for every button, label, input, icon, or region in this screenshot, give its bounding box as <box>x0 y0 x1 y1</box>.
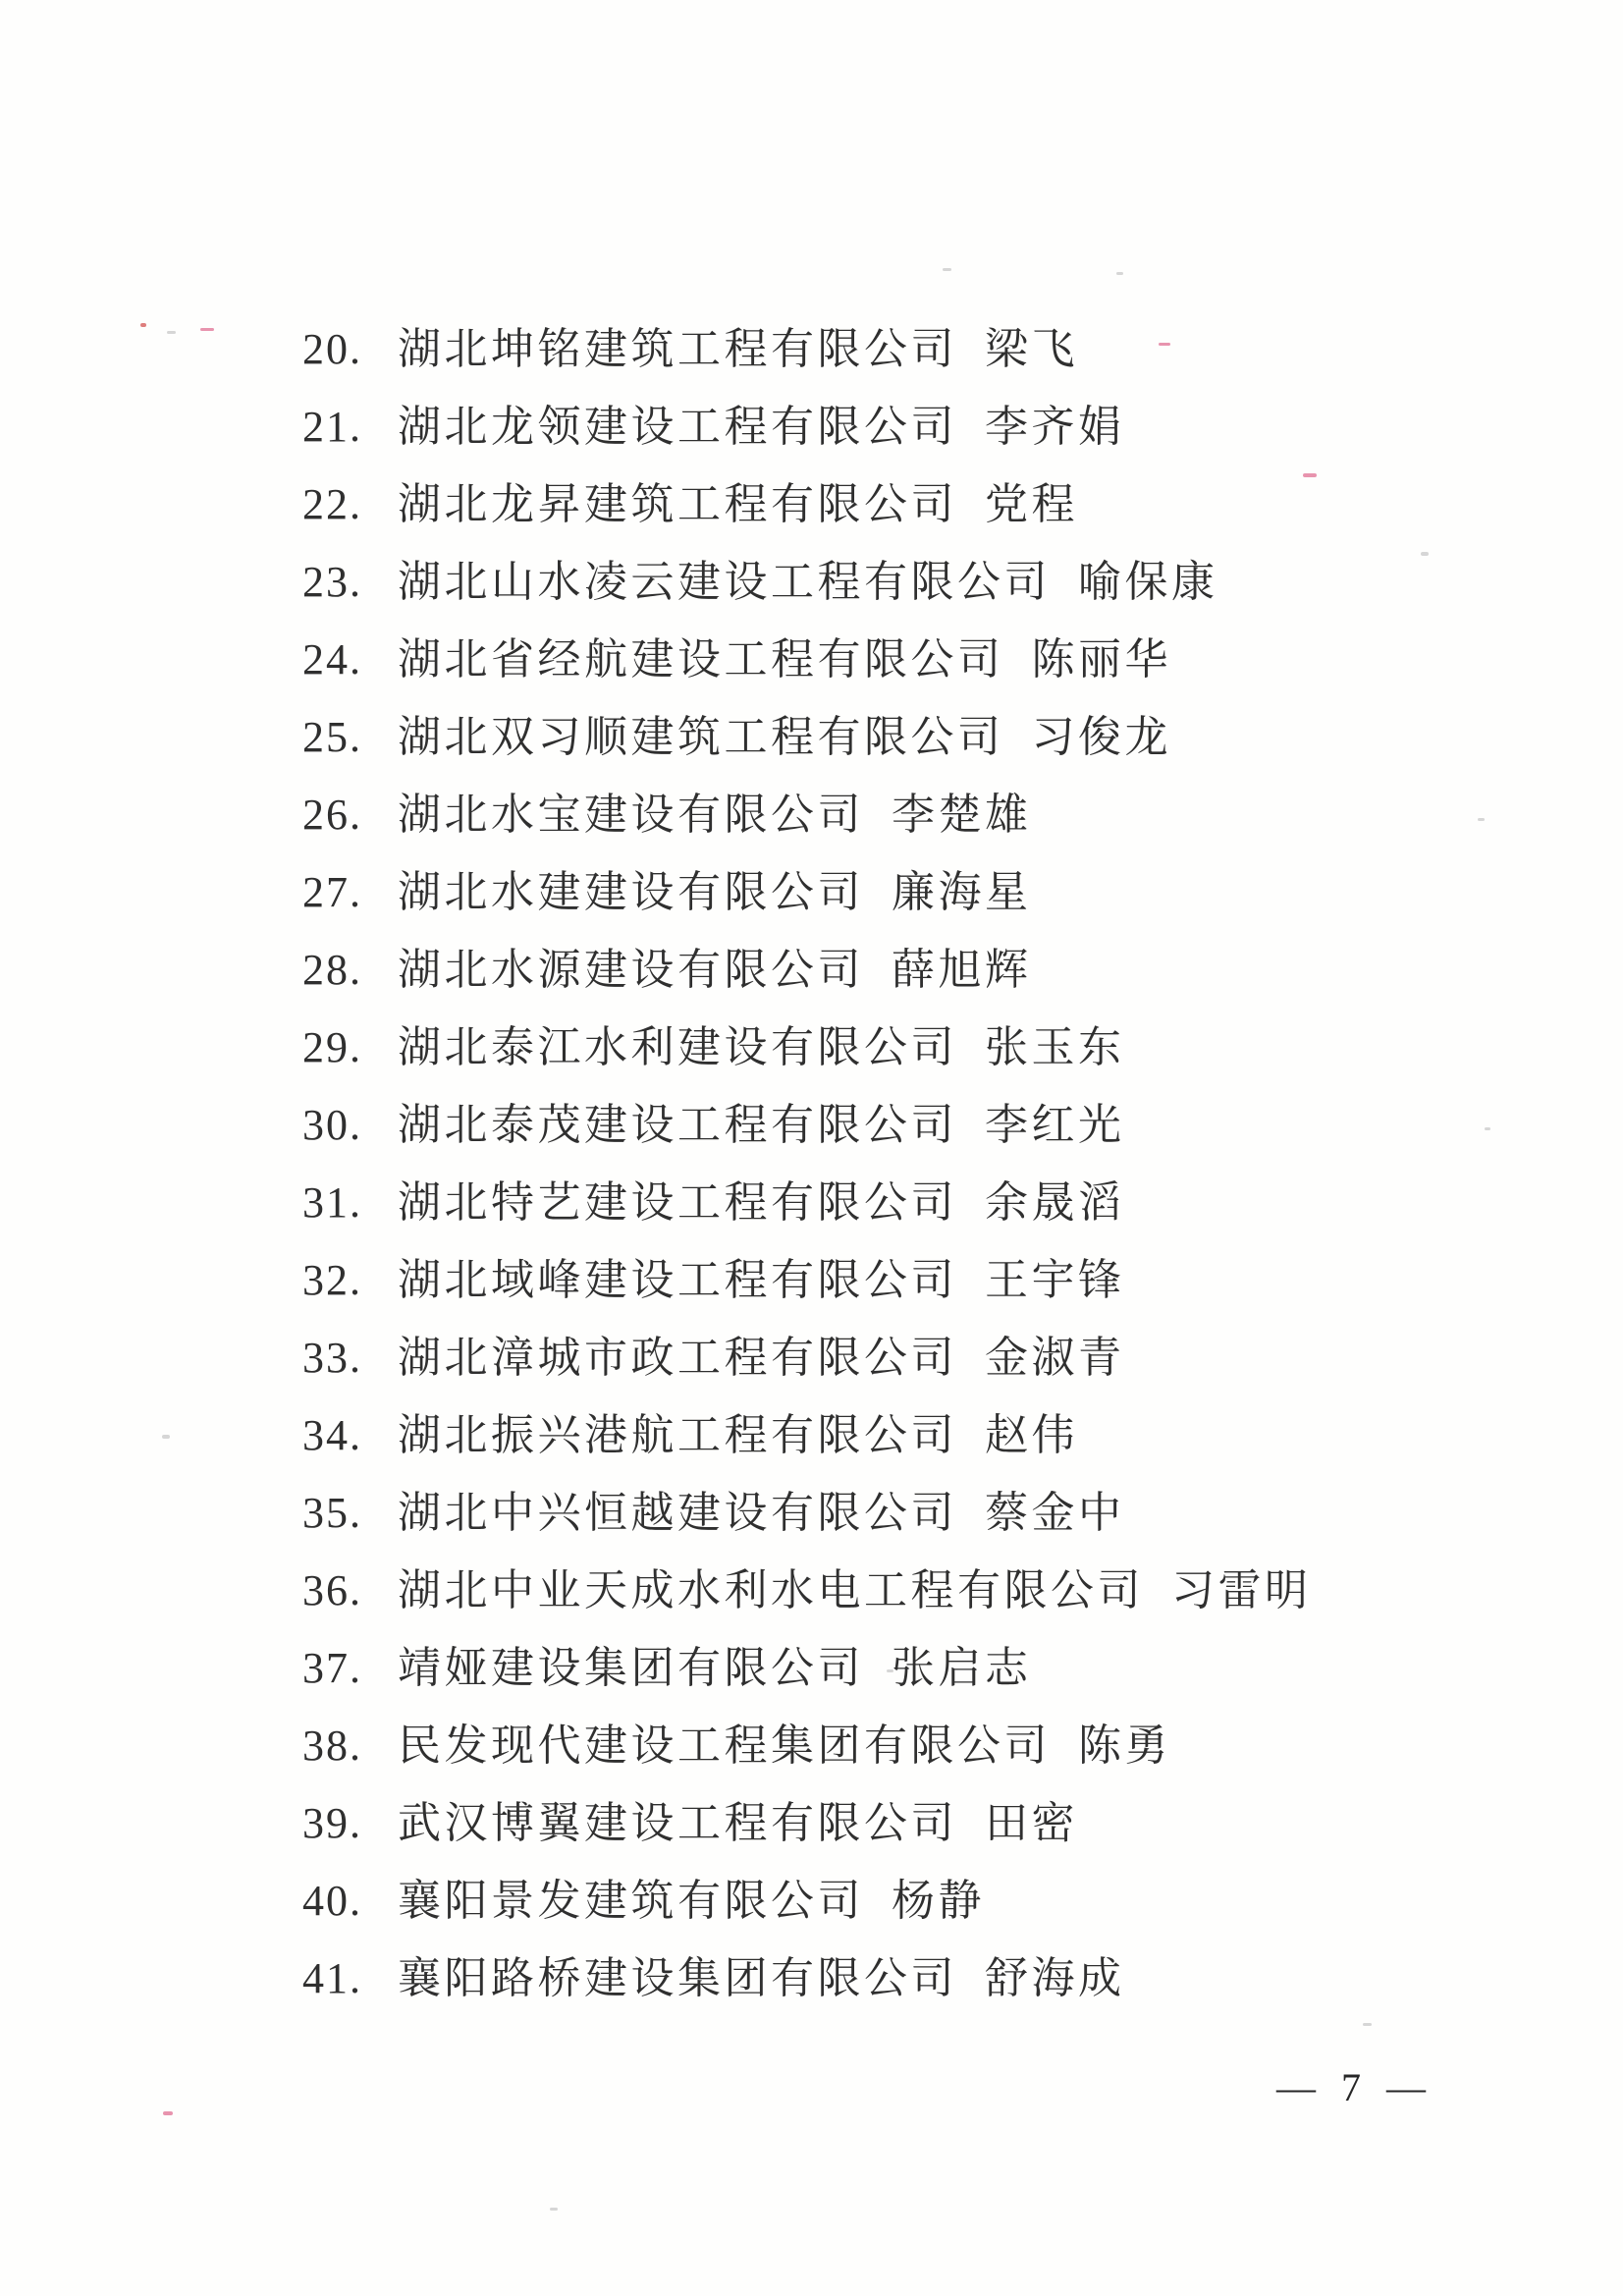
item-number: 29. <box>302 1023 362 1071</box>
scan-speck <box>162 1435 170 1439</box>
person-name: 赵伟 <box>985 1411 1078 1459</box>
company-name: 湖北省经航建设工程有限公司 <box>398 635 1004 683</box>
company-name: 民发现代建设工程集团有限公司 <box>398 1722 1051 1770</box>
person-name: 李齐娟 <box>985 403 1125 451</box>
company-name: 湖北中兴恒越建设有限公司 <box>398 1489 957 1537</box>
company-name: 湖北山水凌云建设工程有限公司 <box>398 558 1051 606</box>
list-item <box>302 793 1312 870</box>
company-name: 湖北龙昇建筑工程有限公司 <box>398 480 957 528</box>
item-number: 36. <box>302 1566 362 1614</box>
item-number: 40. <box>302 1877 362 1925</box>
person-name: 习雷明 <box>1171 1566 1312 1614</box>
item-number: 28. <box>302 946 362 994</box>
item-number: 22. <box>302 480 362 528</box>
list-item <box>302 405 1312 482</box>
list-item <box>302 560 1312 637</box>
list-item <box>302 948 1312 1025</box>
company-name: 湖北域峰建设工程有限公司 <box>398 1256 957 1304</box>
company-name: 湖北中业天成水利水电工程有限公司 <box>398 1566 1144 1614</box>
person-name: 陈丽华 <box>1031 635 1171 683</box>
list-item <box>302 1801 1312 1879</box>
item-number: 33. <box>302 1334 362 1382</box>
company-name: 湖北双习顺建筑工程有限公司 <box>398 713 1004 761</box>
scan-speck <box>1421 552 1429 556</box>
list-item <box>302 1646 1312 1723</box>
person-name: 田密 <box>985 1799 1078 1847</box>
company-name: 襄阳景发建筑有限公司 <box>398 1877 864 1925</box>
person-name: 蔡金中 <box>985 1489 1125 1537</box>
scan-speck <box>200 328 214 331</box>
person-name: 张启志 <box>892 1644 1032 1692</box>
list-item <box>302 637 1312 715</box>
company-roster-list <box>302 327 1312 2034</box>
company-name: 湖北坤铭建筑工程有限公司 <box>398 325 957 373</box>
scan-speck <box>1485 1127 1490 1130</box>
list-item <box>302 1025 1312 1103</box>
scan-speck <box>140 323 146 327</box>
scan-speck <box>1478 818 1485 821</box>
company-name: 湖北泰江水利建设有限公司 <box>398 1023 957 1071</box>
person-name: 陈勇 <box>1078 1722 1171 1770</box>
person-name: 杨静 <box>892 1877 985 1925</box>
list-item <box>302 1568 1312 1646</box>
item-number: 31. <box>302 1178 362 1227</box>
list-item <box>302 1491 1312 1568</box>
list-item <box>302 1258 1312 1336</box>
person-name: 薛旭辉 <box>892 946 1032 994</box>
list-item <box>302 1103 1312 1180</box>
company-name: 湖北振兴港航工程有限公司 <box>398 1411 957 1459</box>
list-item <box>302 1723 1312 1801</box>
person-name: 习俊龙 <box>1031 713 1171 761</box>
item-number: 30. <box>302 1101 362 1149</box>
item-number: 34. <box>302 1411 362 1459</box>
person-name: 廉海星 <box>892 868 1032 916</box>
scan-speck <box>943 268 951 271</box>
item-number: 37. <box>302 1644 362 1692</box>
company-name: 湖北水源建设有限公司 <box>398 946 864 994</box>
list-item <box>302 1180 1312 1258</box>
list-item <box>302 327 1312 405</box>
company-name: 靖娅建设集团有限公司 <box>398 1644 864 1692</box>
company-name: 湖北水宝建设有限公司 <box>398 791 864 839</box>
item-number: 38. <box>302 1722 362 1770</box>
person-name: 余晟滔 <box>985 1178 1125 1227</box>
person-name: 李红光 <box>985 1101 1125 1149</box>
company-name: 湖北龙领建设工程有限公司 <box>398 403 957 451</box>
item-number: 32. <box>302 1256 362 1304</box>
list-item <box>302 715 1312 793</box>
item-number: 23. <box>302 558 362 606</box>
item-number: 26. <box>302 791 362 839</box>
page-number: — 7 — <box>1276 2065 1434 2109</box>
company-name: 襄阳路桥建设集团有限公司 <box>398 1954 957 2002</box>
item-number: 39. <box>302 1799 362 1847</box>
person-name: 梁飞 <box>985 325 1078 373</box>
person-name: 舒海成 <box>985 1954 1125 2002</box>
scan-speck <box>550 2208 558 2211</box>
item-number: 24. <box>302 635 362 683</box>
person-name: 金淑青 <box>985 1334 1125 1382</box>
company-name: 湖北特艺建设工程有限公司 <box>398 1178 957 1227</box>
item-number: 35. <box>302 1489 362 1537</box>
list-item <box>302 1956 1312 2034</box>
item-number: 21. <box>302 403 362 451</box>
scan-speck <box>1116 272 1123 275</box>
item-number: 27. <box>302 868 362 916</box>
item-number: 41. <box>302 1954 362 2002</box>
list-item <box>302 1413 1312 1491</box>
person-name: 党程 <box>985 480 1078 528</box>
list-item <box>302 1879 1312 1956</box>
company-name: 湖北漳城市政工程有限公司 <box>398 1334 957 1382</box>
company-name: 湖北水建建设有限公司 <box>398 868 864 916</box>
person-name: 喻保康 <box>1078 558 1218 606</box>
item-number: 25. <box>302 713 362 761</box>
person-name: 李楚雄 <box>892 791 1032 839</box>
list-item <box>302 870 1312 948</box>
person-name: 王宇锋 <box>985 1256 1125 1304</box>
scan-speck <box>1363 2023 1372 2026</box>
item-number: 20. <box>302 325 362 373</box>
company-name: 湖北泰茂建设工程有限公司 <box>398 1101 957 1149</box>
list-item <box>302 482 1312 560</box>
person-name: 张玉东 <box>985 1023 1125 1071</box>
scan-speck <box>167 331 176 334</box>
list-item <box>302 1336 1312 1413</box>
company-name: 武汉博翼建设工程有限公司 <box>398 1799 957 1847</box>
scan-speck <box>163 2111 173 2115</box>
